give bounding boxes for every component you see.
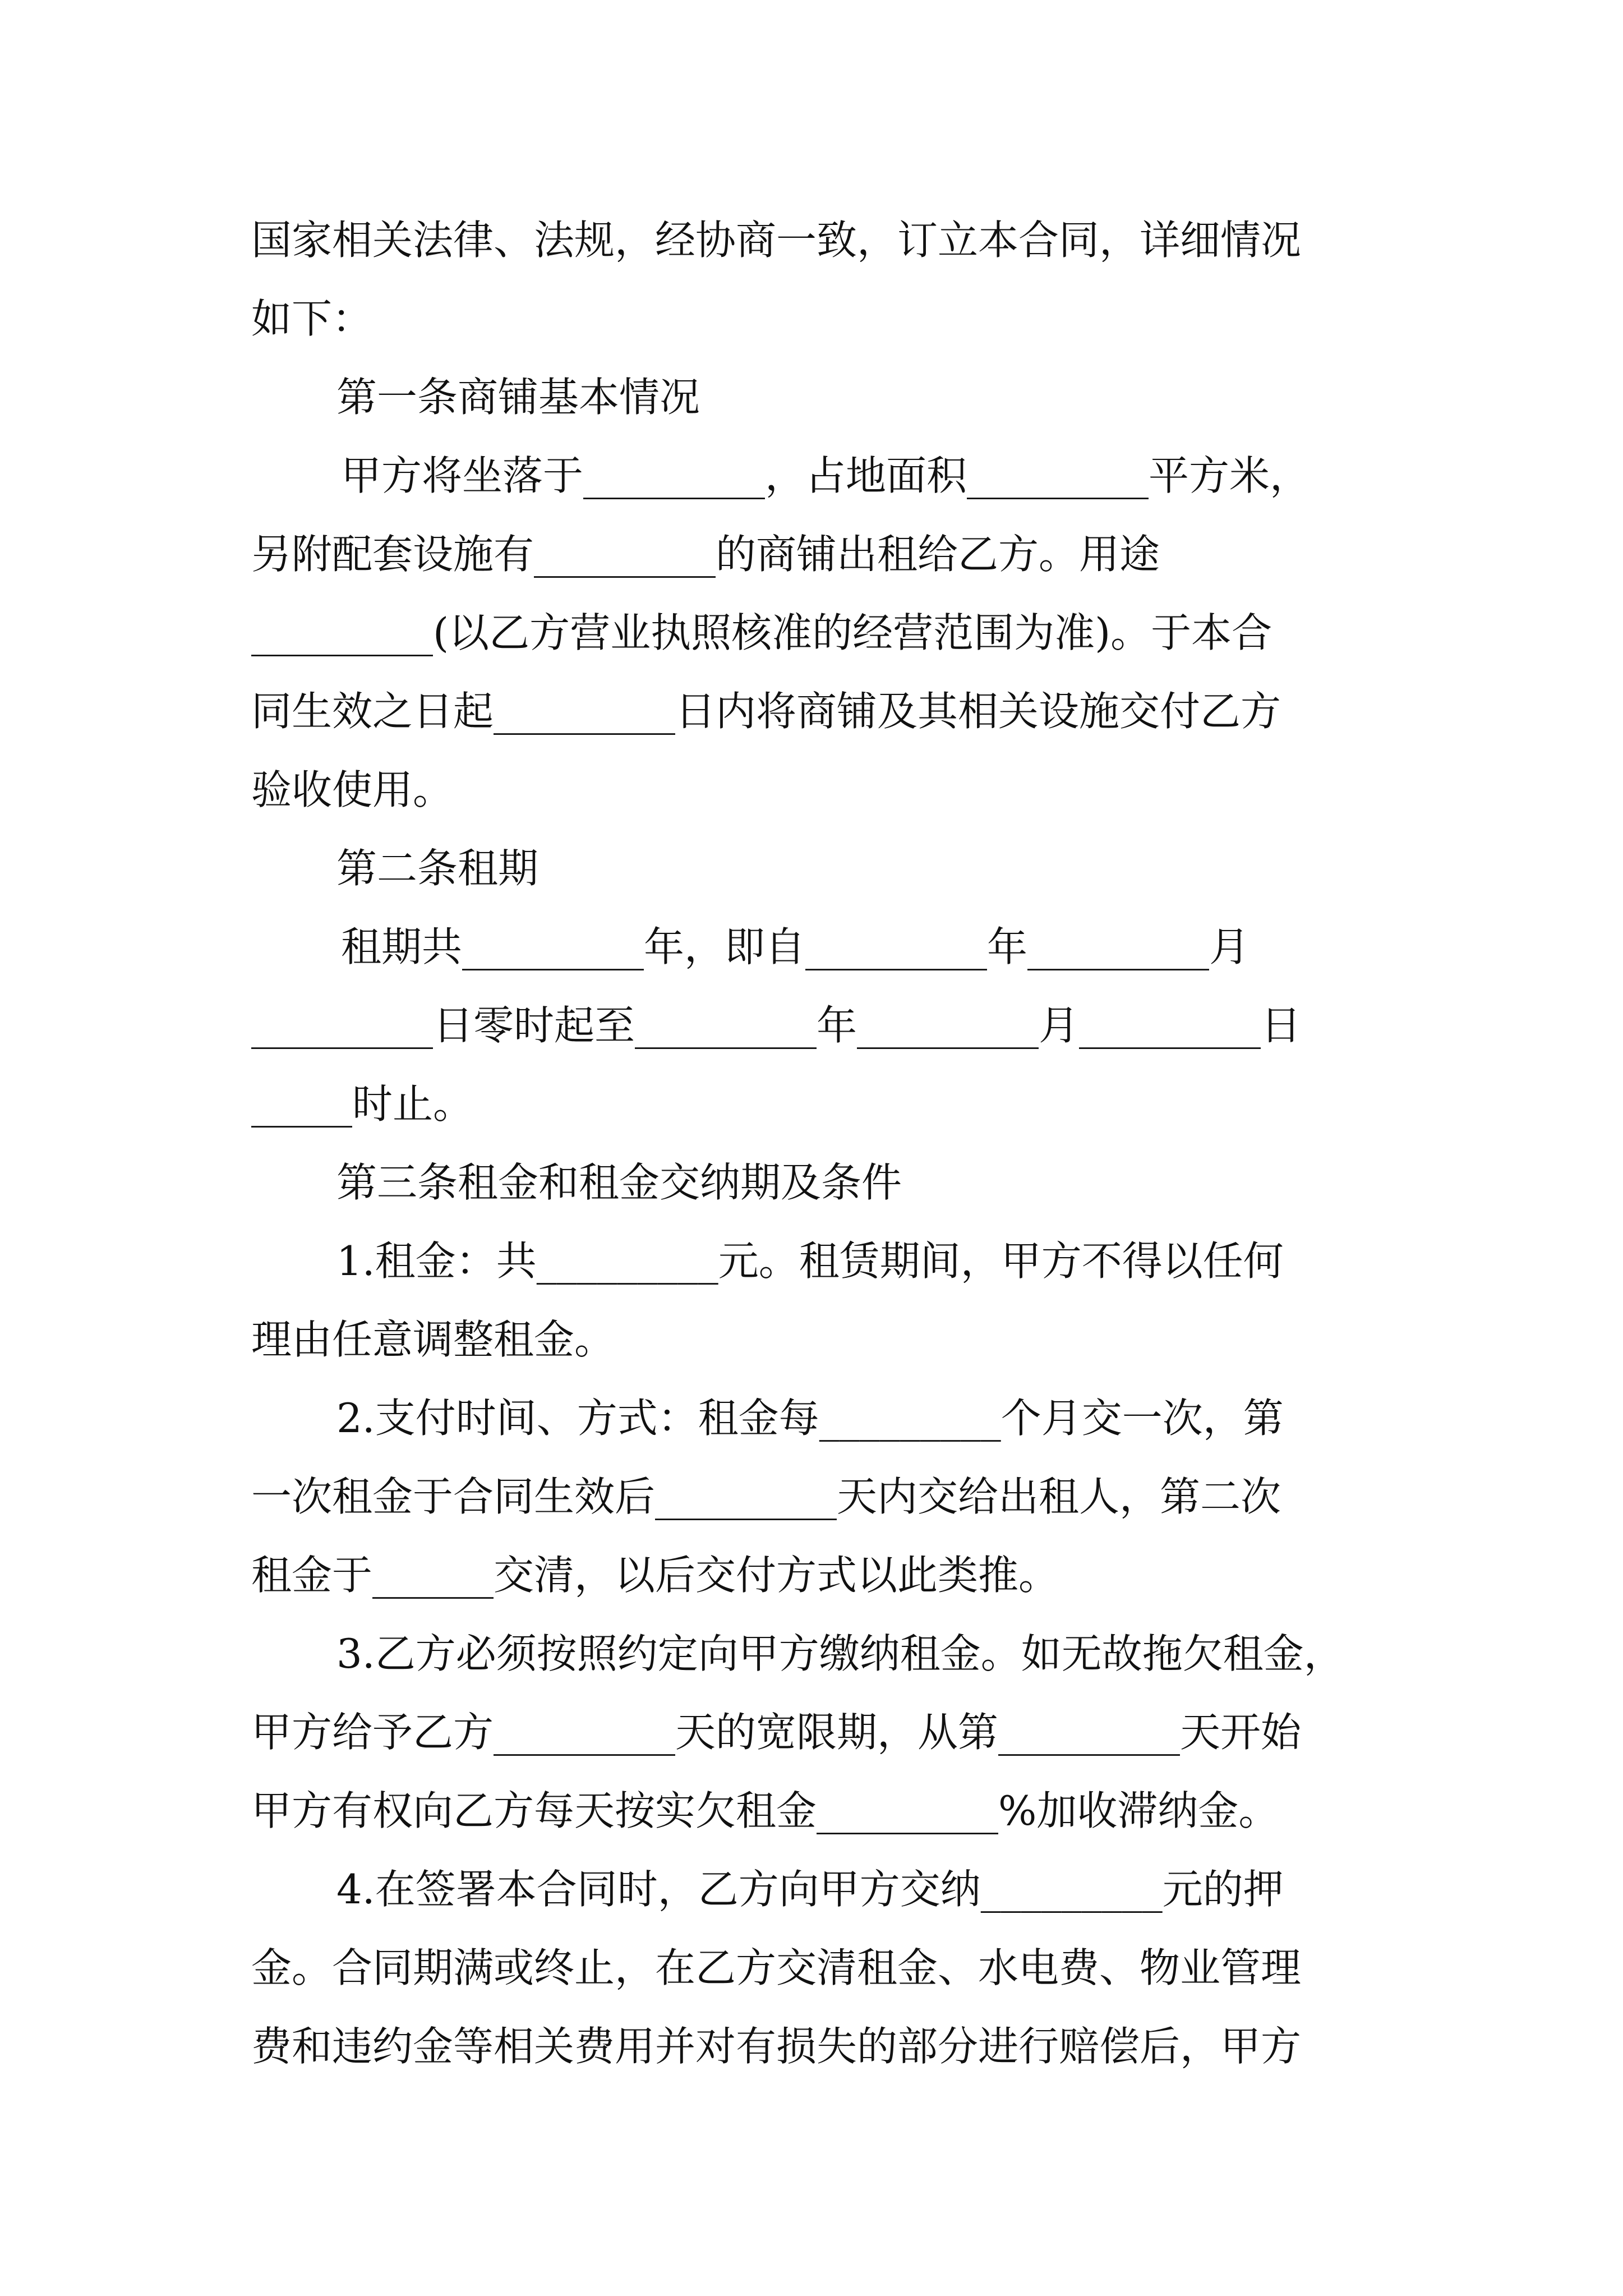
paragraph-line	[341, 920, 1249, 974]
paragraph-line	[251, 606, 1272, 660]
article-heading	[336, 1156, 902, 1209]
line-text: 费和违约金等相关费用并对有损失的部分进行赔偿后，甲方	[251, 2023, 1302, 2070]
paragraph-line	[251, 1313, 615, 1366]
paragraph-line	[336, 1391, 1284, 1445]
line-text: 第一条商铺基本情况	[336, 374, 700, 421]
line-text: 3.乙方必须按照约定向甲方缴纳租金。如无故拖欠租金，	[336, 1630, 1344, 1677]
article-heading	[336, 841, 538, 895]
line-text: _________(以乙方营业执照核准的经营范围为准)。于本合	[251, 609, 1272, 656]
paragraph-line	[341, 449, 1310, 503]
line-text: 4.在签署本合同时，乙方向甲方交纳_________元的押	[336, 1866, 1284, 1913]
paragraph-line	[251, 1548, 1059, 1602]
line-text: 第二条租期	[336, 845, 539, 892]
line-text: 如下：	[251, 295, 373, 342]
paragraph-line	[251, 684, 1281, 738]
line-text: 另附配套设施有_________的商铺出租给乙方。用途	[251, 531, 1160, 578]
line-text: 1.租金：共_________元。租赁期间，甲方不得以任何	[336, 1237, 1284, 1285]
line-text: 同生效之日起_________日内将商铺及其相关设施交付乙方	[251, 688, 1281, 735]
paragraph-line	[251, 1705, 1301, 1759]
paragraph-line	[336, 1234, 1284, 1288]
line-text: 第三条租金和租金交纳期及条件	[336, 1159, 902, 1206]
line-text: 金。合同期满或终止，在乙方交清租金、水电费、物业管理	[251, 1944, 1302, 1991]
paragraph-line	[336, 1627, 1344, 1681]
line-text: _________日零时起至_________年_________月_________日	[251, 1002, 1302, 1049]
paragraph-line	[251, 763, 453, 817]
line-text: 甲方有权向乙方每天按实欠租金_________%加收滞纳金。	[251, 1787, 1279, 1834]
line-text: 甲方将坐落于_________，占地面积_________平方米，	[341, 452, 1311, 499]
paragraph-line	[251, 292, 372, 346]
paragraph-line	[336, 1862, 1284, 1916]
line-text: 2.支付时间、方式：租金每_________个月交一次，第	[336, 1395, 1284, 1442]
line-text: 验收使用。	[251, 766, 454, 813]
paragraph-line	[251, 1941, 1301, 1995]
paragraph-line	[251, 213, 1301, 267]
line-text: 理由任意调整租金。	[251, 1316, 615, 1363]
line-text: _____时止。	[251, 1080, 474, 1128]
paragraph-line	[251, 999, 1301, 1052]
paragraph-line	[251, 1077, 473, 1131]
paragraph-line	[251, 1784, 1279, 1838]
line-text: 一次租金于合同生效后_________天内交给出租人，第二次	[251, 1473, 1281, 1520]
line-text: 甲方给予乙方_________天的宽限期，从第_________天开始	[251, 1709, 1302, 1756]
line-text: 租金于______交清，以后交付方式以此类推。	[251, 1552, 1059, 1599]
paragraph-line	[251, 527, 1160, 581]
paragraph-line	[251, 1470, 1281, 1524]
line-text: 租期共_________年，即自_________年_________月	[341, 923, 1250, 970]
line-text: 国家相关法律、法规，经协商一致，订立本合同，详细情况	[251, 217, 1302, 264]
article-heading	[336, 370, 700, 424]
paragraph-line	[251, 2019, 1301, 2073]
